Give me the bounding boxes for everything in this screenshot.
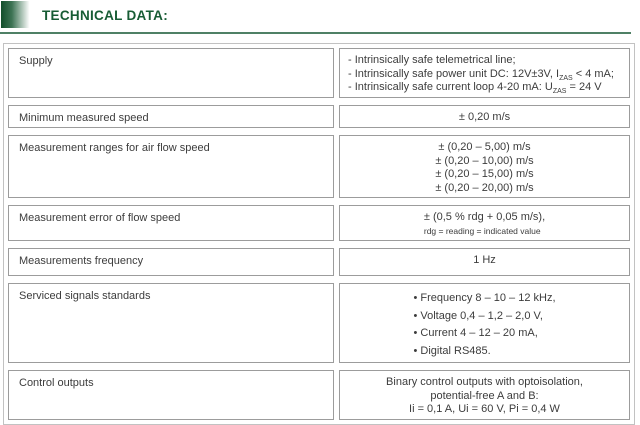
spec-value — [339, 248, 630, 276]
spec-value — [339, 135, 630, 198]
spec-value — [339, 370, 630, 420]
spec-value — [339, 105, 630, 129]
spec-label: Supply — [8, 48, 334, 98]
table-row — [8, 105, 630, 129]
spec-label: Control outputs — [8, 370, 334, 420]
bullet-list: • Frequency 8 – 10 – 12 kHz, • Voltage 0,4 – 1,2 – 2,0 V, • Current 4 – 12 – 20 mA, • Digital RS485. — [413, 292, 556, 357]
page-title: TECHNICAL DATA: — [42, 8, 168, 23]
header-gradient-square — [1, 1, 32, 28]
table-row — [8, 248, 630, 276]
spec-value — [339, 205, 630, 241]
value-note: rdg = reading = indicated value — [423, 225, 541, 236]
value-with-note: ± (0,5 % rdg + 0,05 m/s), rdg = reading = indicated value — [423, 211, 546, 236]
spec-label: Measurement error of flow speed — [8, 205, 334, 241]
value-lines: ± 0,20 m/s — [458, 110, 511, 123]
table-row — [8, 135, 630, 198]
value-lines: - Intrinsically safe telemetrical line; - Intrinsically safe power unit DC: 12V±3V, $I_{ZAS} < 4$ mA; - Intrinsically safe current loop 4-20 mA: $U_{ZAS} = 24$ V — [348, 54, 614, 96]
spec-label: Measurement ranges for air flow speed — [8, 135, 334, 198]
spec-value — [339, 283, 630, 363]
technical-data-table — [3, 43, 635, 425]
table-row — [8, 205, 630, 241]
value-lines: Binary control outputs with optoisolation, potential-free A and B: Ii = 0,1 A, Ui = 60 V, Pi = 0,4 W — [386, 376, 583, 415]
table-row — [8, 283, 630, 363]
spec-value — [339, 48, 630, 98]
table-row — [8, 48, 630, 98]
value-lines: 1 Hz — [473, 254, 496, 266]
spec-label: Serviced signals standards — [8, 283, 334, 363]
spec-label: Minimum measured speed — [8, 105, 334, 129]
table-row — [8, 370, 630, 420]
header-divider-rule — [0, 32, 631, 34]
spec-label: Measurements frequency — [8, 248, 334, 276]
value-lines: ± (0,20 – 5,00) m/s ± (0,20 – 10,00) m/s ± (0,20 – 15,00) m/s ± (0,20 – 20,00) m/s — [435, 141, 534, 194]
